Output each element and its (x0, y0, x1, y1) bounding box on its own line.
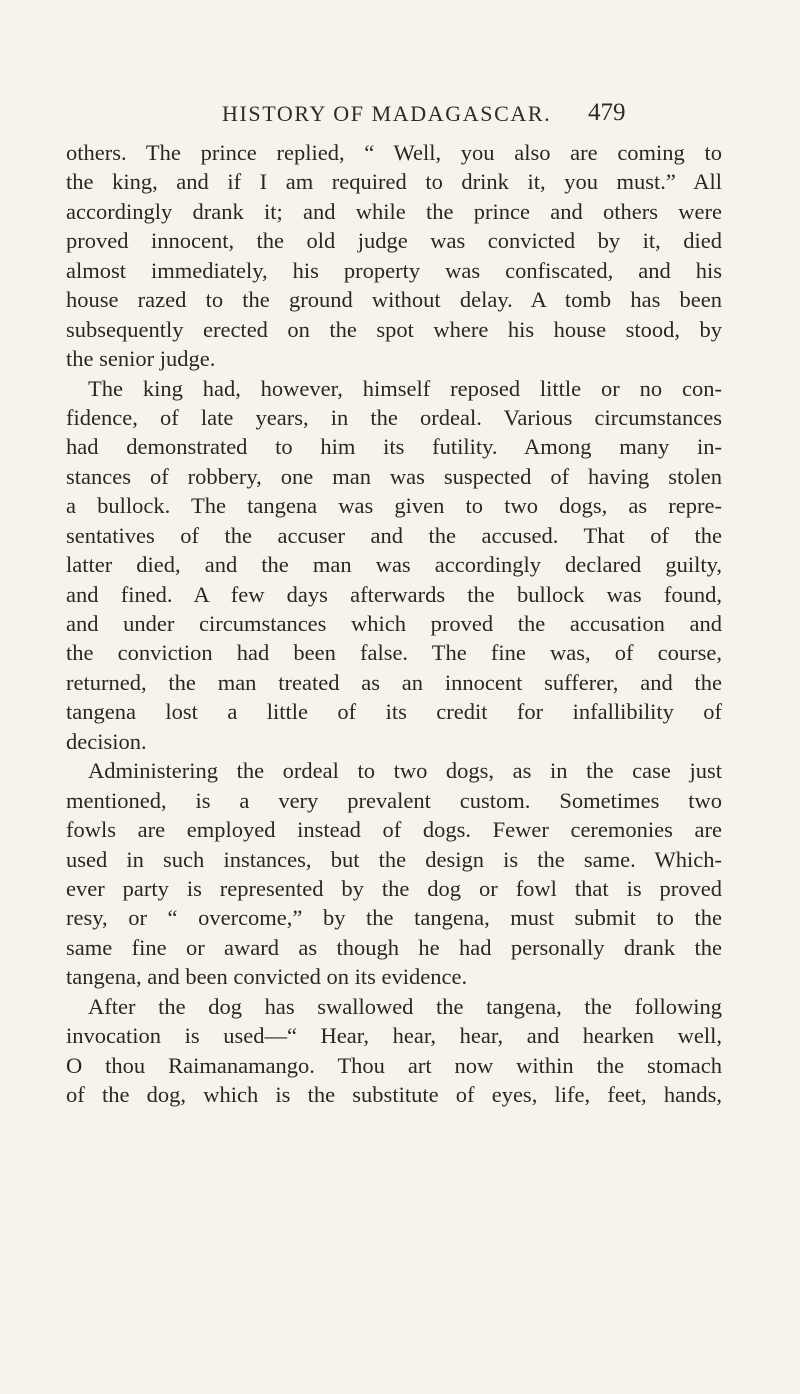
text-line: the king, and if I am required to drink it, you must.” All (66, 169, 722, 195)
text-line: used in such instances, but the design is the same. Which- (66, 846, 722, 872)
text-line: accordingly drank it; and while the prince and others were (66, 198, 722, 224)
text-line: O thou Raimanamango. Thou art now within the stomach (66, 1052, 722, 1078)
text-line: decision. (66, 728, 147, 754)
text-line: and under circumstances which proved the accusation and (66, 611, 722, 636)
text-line: others. The prince replied, “ Well, you also are coming to (66, 140, 722, 165)
page-number: 479 (588, 99, 626, 126)
text-line: almost immediately, his property was confiscated, and his (66, 257, 722, 283)
text-line: mentioned, is a very prevalent custom. Sometimes two (66, 787, 722, 813)
text-line: stances of robbery, one man was suspected of having stolen (66, 463, 722, 489)
text-line: fidence, of late years, in the ordeal. Various circumstances (66, 404, 722, 430)
text-line: ever party is represented by the dog or fowl that is proved (66, 875, 722, 901)
text-line: The king had, however, himself reposed little or no con- (88, 375, 722, 401)
text-line: house razed to the ground without delay. A tomb has been (66, 287, 722, 313)
text-line: the senior judge. (66, 346, 216, 372)
text-line: had demonstrated to him its futility. Among many in- (66, 434, 722, 460)
text-line: subsequently erected on the spot where his house stood, by (66, 316, 722, 342)
text-line: latter died, and the man was accordingly declared guilty, (66, 552, 722, 578)
text-line: of the dog, which is the substitute of eyes, life, feet, hands, (66, 1082, 722, 1107)
text-line: sentatives of the accuser and the accused. That of the (66, 522, 722, 548)
text-line: fowls are employed instead of dogs. Fewer ceremonies are (66, 817, 722, 843)
text-line: Administering the ordeal to two dogs, as in the case just (88, 758, 722, 784)
text-line: and fined. A few days afterwards the bullock was found, (66, 581, 722, 607)
text-line: tangena lost a little of its credit for infallibility of (66, 699, 722, 725)
text-line: returned, the man treated as an innocent sufferer, and the (66, 669, 722, 695)
text-line: tangena, and been convicted on its evidence. (66, 964, 468, 990)
text-line: After the dog has swallowed the tangena, the following (88, 993, 722, 1019)
running-head (0, 101, 800, 131)
text-line: resy, or “ overcome,” by the tangena, must submit to the (66, 905, 722, 931)
text-line: the conviction had been false. The fine was, of course, (66, 640, 722, 666)
text-line: same fine or award as though he had personally drank the (66, 934, 722, 960)
body-text (66, 138, 722, 1109)
running-title: HISTORY OF MADAGASCAR. (222, 101, 552, 126)
text-line: invocation is used—“ Hear, hear, hear, and hearken well, (66, 1023, 722, 1049)
text-line: proved innocent, the old judge was convicted by it, died (66, 228, 722, 254)
text-line: a bullock. The tangena was given to two dogs, as repre- (66, 493, 722, 519)
